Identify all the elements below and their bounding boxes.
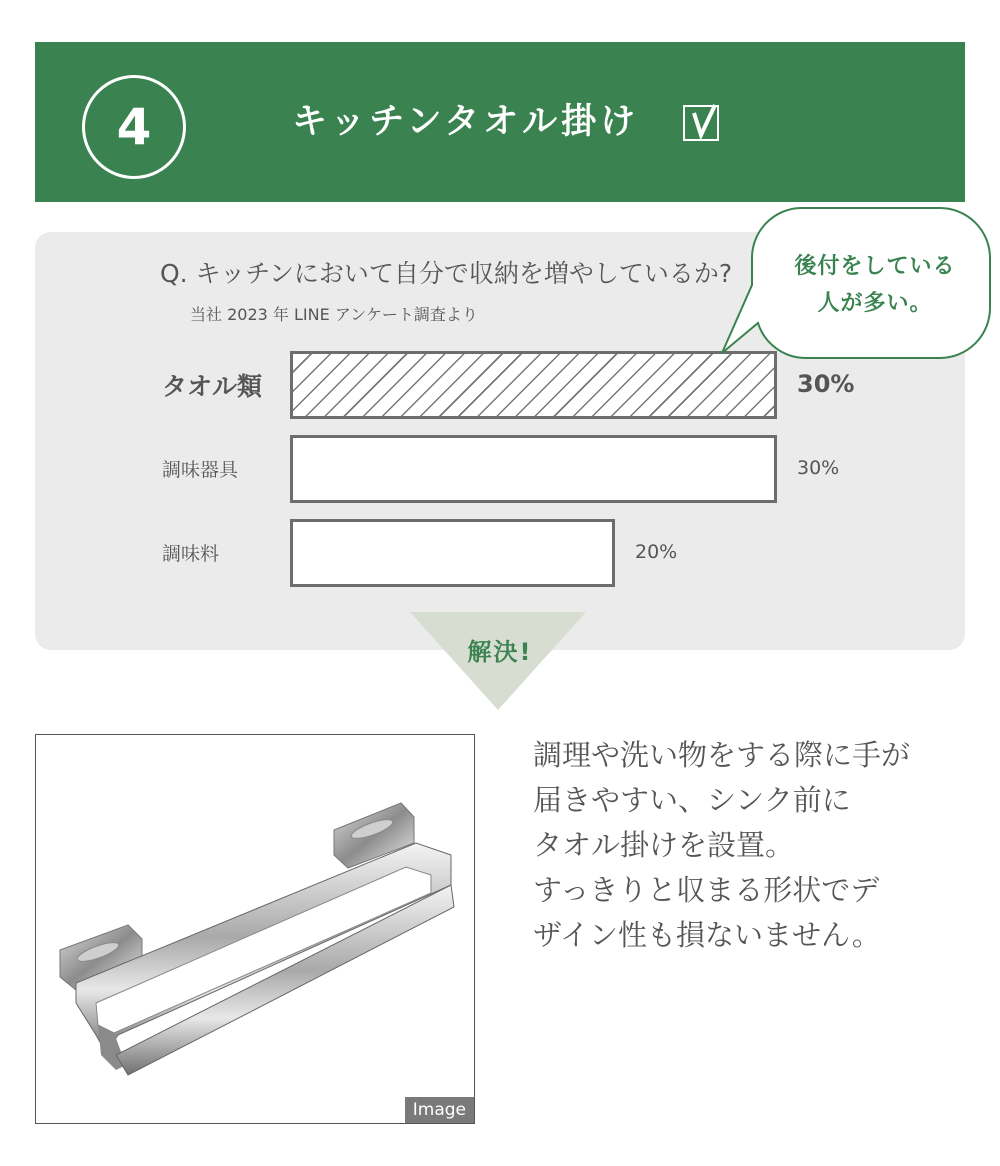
bar-value-label: 30%: [797, 370, 855, 398]
step-number-badge: 4: [82, 75, 186, 179]
image-tag: Image: [405, 1097, 474, 1123]
description-line: 届きやすい、シンク前に: [533, 783, 851, 817]
description-line: ザイン性も損ないません。: [533, 918, 881, 952]
page-title: キッチンタオル掛け: [292, 102, 640, 142]
bar-category-label: 調味料: [162, 543, 220, 565]
bar-value-label: 30%: [797, 457, 840, 479]
survey-question: Q. キッチンにおいて自分で収納を増やしているか?: [160, 259, 733, 288]
callout-line-1: 後付をしている: [794, 254, 956, 279]
survey-source: 当社 2023 年 LINE アンケート調査より: [190, 305, 478, 324]
bar-category-label: タオル類: [162, 372, 263, 401]
callout-text: [770, 248, 980, 322]
description-line: タオル掛けを設置。: [533, 828, 795, 862]
bar: [290, 519, 615, 587]
product-image: [35, 734, 475, 1124]
product-description: [533, 733, 953, 958]
towel-bar-illustration: [36, 735, 475, 1124]
bar-category-label: 調味器具: [162, 459, 239, 481]
bar-value-label: 20%: [635, 541, 678, 563]
description-line: 調理や洗い物をする際に手が: [533, 738, 911, 772]
check-box-icon: [683, 105, 719, 141]
bar: [290, 435, 777, 503]
resolve-label: 解決!: [467, 638, 533, 666]
callout-line-2: 人が多い。: [817, 291, 933, 316]
description-line: すっきりと収まる形状でデ: [533, 873, 880, 907]
